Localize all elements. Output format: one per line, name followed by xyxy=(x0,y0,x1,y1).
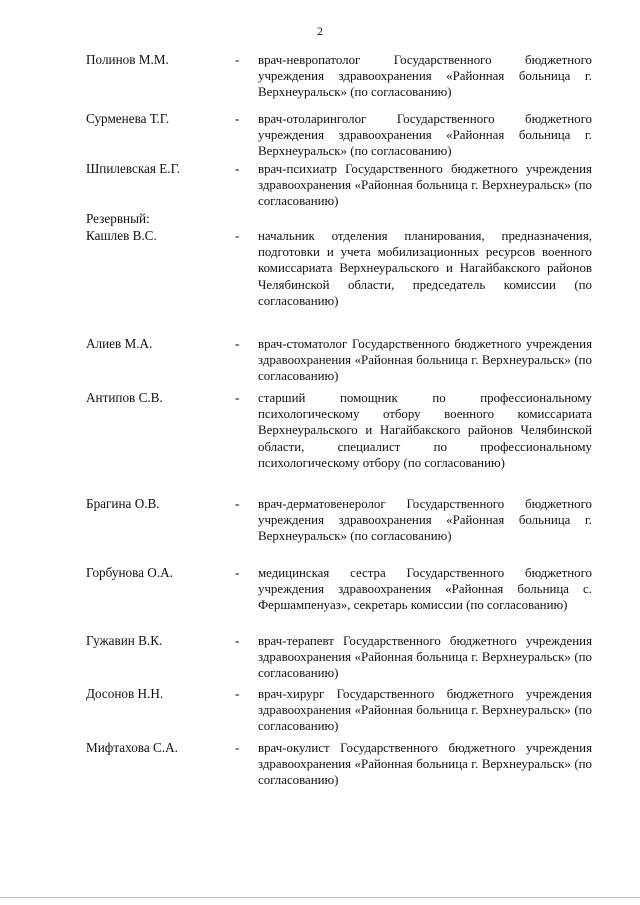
member-dash: - xyxy=(235,52,240,67)
member-dash: - xyxy=(235,740,240,755)
member-dash: - xyxy=(235,390,240,405)
member-dash: - xyxy=(235,686,240,701)
member-dash: - xyxy=(235,496,240,511)
member-dash: - xyxy=(235,336,240,351)
member-description: врач-окулист Государственного бюджетного учреждения здравоохранения «Районная больница г. Верхнеуральск» (по согласованию) xyxy=(258,741,592,788)
member-name: Досонов Н.Н. xyxy=(86,686,164,701)
member-dash: - xyxy=(235,161,240,176)
member-name: Кашлев В.С. xyxy=(86,228,157,243)
member-name: Брагина О.В. xyxy=(86,496,160,511)
member-description: врач-терапевт Государственного бюджетного учреждения здравоохранения «Районная больница г. Верхнеуральск» (по согласованию) xyxy=(258,634,592,681)
member-description: врач-отоларинголог Государственного бюджетного учреждения здравоохранения «Районная больница г. Верхнеуральск» (по согласованию) xyxy=(258,112,592,159)
member-name: Шпилевская Е.Г. xyxy=(86,161,181,176)
member-description: врач-стоматолог Государственного бюджетного учреждения здравоохранения «Районная больница г. Верхнеуральск» (по согласованию) xyxy=(258,337,592,384)
scan-edge-line xyxy=(0,897,640,898)
member-description: врач-хирург Государственного бюджетного учреждения здравоохранения «Районная больница г. Верхнеуральск» (по согласованию) xyxy=(258,687,592,734)
member-dash: - xyxy=(235,565,240,580)
member-name: Горбунова О.А. xyxy=(86,565,173,580)
member-name: Мифтахова С.А. xyxy=(86,740,178,755)
member-description: начальник отделения планирования, предназначения, подготовки и учета мобилизационных ресурсов военного комиссариата Верхнеуральского и Нагайбакского районов Челябинской области, председатель комиссии (по согласованию) xyxy=(258,229,592,308)
member-name: Сурменева Т.Г. xyxy=(86,111,170,126)
reserve-heading: Резервный: xyxy=(86,211,150,226)
member-name: Антипов С.В. xyxy=(86,390,163,405)
member-name: Полинов М.М. xyxy=(86,52,169,67)
page-number: 2 xyxy=(317,24,323,38)
member-description: врач-невропатолог Государственного бюджетного учреждения здравоохранения «Районная больница г. Верхнеуральск» (по согласованию) xyxy=(258,53,592,100)
member-dash: - xyxy=(235,633,240,648)
member-name: Алиев М.А. xyxy=(86,336,153,351)
member-dash: - xyxy=(235,228,240,243)
member-description: врач-дерматовенеролог Государственного бюджетного учреждения здравоохранения «Районная больница г. Верхнеуральск» (по согласованию) xyxy=(258,497,592,544)
member-description: медицинская сестра Государственного бюджетного учреждения здравоохранения «Районная больница с. Фершампенуаз», секретарь комиссии (по согласованию) xyxy=(258,566,592,613)
member-dash: - xyxy=(235,111,240,126)
member-description: старший помощник по профессиональному психологическому отбору военного комиссариата Верхнеуральского и Нагайбакского районов Челябинской области, специалист по профессиональному психологическому отбору (по согласованию) xyxy=(258,391,592,470)
member-description: врач-психиатр Государственного бюджетного учреждения здравоохранения «Районная больница г. Верхнеуральск» (по согласованию) xyxy=(258,162,592,209)
member-name: Гужавин В.К. xyxy=(86,633,163,648)
